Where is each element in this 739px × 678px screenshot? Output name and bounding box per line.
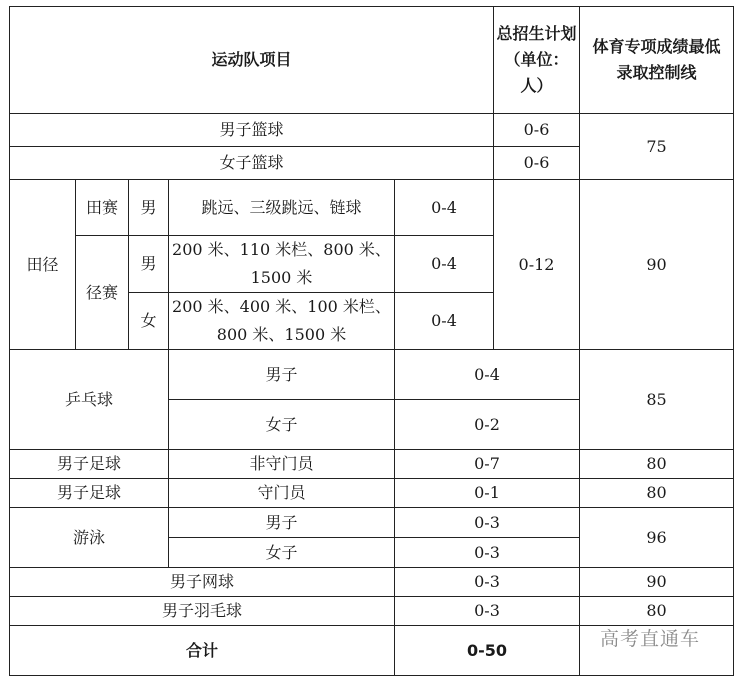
plan-cell: 0-1 (395, 479, 580, 508)
subitem-cell: 非守门员 (169, 450, 395, 479)
total-plan: 0-50 (395, 626, 580, 676)
header-row (10, 7, 734, 114)
project-name: 女子篮球 (10, 147, 494, 180)
header-project: 运动队项目 (10, 7, 494, 114)
table-row (10, 479, 734, 508)
enrollment-plan-table (9, 6, 734, 676)
project-name: 男子篮球 (10, 114, 494, 147)
table-row (10, 597, 734, 626)
score-cell: 75 (580, 114, 734, 180)
plan-cell: 0-4 (395, 180, 494, 236)
events-cell: 200 米、110 米栏、800 米、 1500 米 (169, 236, 395, 293)
score-cell: 85 (580, 350, 734, 450)
plan-cell: 0-3 (395, 597, 580, 626)
gender-cell: 女 (129, 293, 169, 350)
plan-cell: 0-3 (395, 568, 580, 597)
project-name: 男子足球 (10, 450, 169, 479)
track-category: 田径 (10, 180, 76, 350)
table-row (10, 508, 734, 538)
subitem-cell: 男子 (169, 350, 395, 400)
subitem-cell: 守门员 (169, 479, 395, 508)
project-name: 男子足球 (10, 479, 169, 508)
gender-cell: 男 (129, 180, 169, 236)
score-cell: 96 (580, 508, 734, 568)
header-plan: 总招生计划 （单位：人） (494, 7, 580, 114)
project-name: 男子网球 (10, 568, 395, 597)
table-row (10, 114, 734, 147)
plan-cell: 0-2 (395, 400, 580, 450)
plan-cell: 0-6 (494, 147, 580, 180)
plan-cell: 0-6 (494, 114, 580, 147)
score-cell: 80 (580, 450, 734, 479)
watermark: 高考直通车 (600, 628, 701, 650)
total-label: 合计 (10, 626, 395, 676)
score-cell: 90 (580, 568, 734, 597)
plan-cell: 0-3 (395, 538, 580, 568)
plan-cell: 0-3 (395, 508, 580, 538)
table-row (10, 568, 734, 597)
events-cell: 跳远、三级跳远、链球 (169, 180, 395, 236)
header-score: 体育专项成绩最低 录取控制线 (580, 7, 734, 114)
subitem-cell: 女子 (169, 538, 395, 568)
project-name: 男子羽毛球 (10, 597, 395, 626)
table-row (10, 350, 734, 400)
score-cell: 80 (580, 597, 734, 626)
subitem-cell: 男子 (169, 508, 395, 538)
project-name: 游泳 (10, 508, 169, 568)
plan-cell: 0-7 (395, 450, 580, 479)
subitem-cell: 女子 (169, 400, 395, 450)
score-cell: 90 (580, 180, 734, 350)
table-row (10, 450, 734, 479)
plan-cell: 0-4 (395, 350, 580, 400)
track-subcategory-field: 田赛 (76, 180, 129, 236)
plan-cell: 0-4 (395, 236, 494, 293)
plan-cell: 0-4 (395, 293, 494, 350)
table-row (10, 180, 734, 236)
score-cell: 80 (580, 479, 734, 508)
track-subcategory-running: 径赛 (76, 236, 129, 350)
project-name: 乒乓球 (10, 350, 169, 450)
events-cell: 200 米、400 米、100 米栏、 800 米、1500 米 (169, 293, 395, 350)
gender-cell: 男 (129, 236, 169, 293)
track-total-plan: 0-12 (494, 180, 580, 350)
